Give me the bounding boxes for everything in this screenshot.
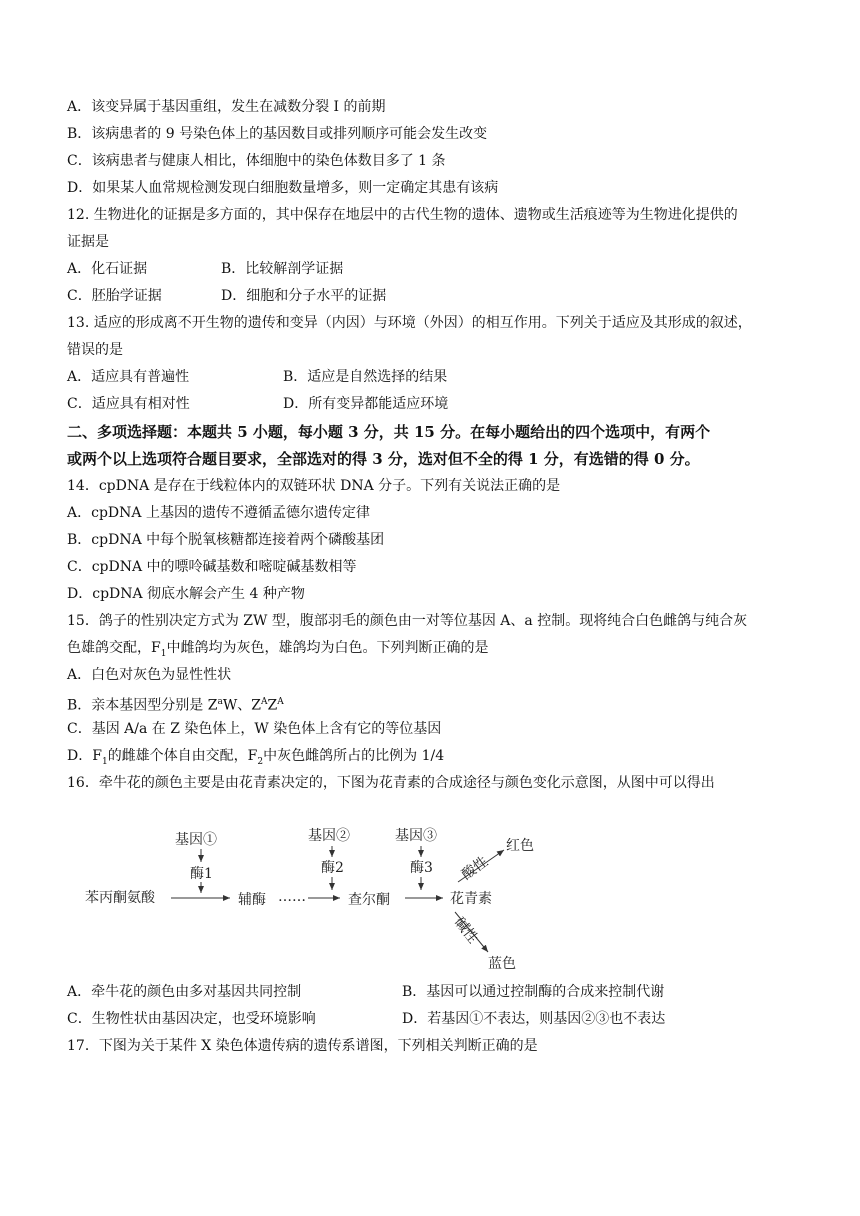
anthocyanin-pathway-diagram (80, 820, 560, 975)
enzyme3-label: 酶3 (410, 860, 433, 876)
q13-option-a: A．适应具有普遍性 (67, 369, 190, 385)
coenzyme-label: 辅酶 (238, 892, 266, 908)
q11-option-a: A．该变异属于基因重组，发生在减数分裂 I 的前期 (67, 99, 386, 115)
blue-label: 蓝色 (488, 956, 516, 972)
q15-option-c: C．基因 A/a 在 Z 染色体上，W 染色体上含有它的等位基因 (67, 721, 442, 737)
q14-option-c: C．cpDNA 中的嘌呤碱基数和嘧啶碱基数相等 (67, 559, 357, 575)
section2-heading: 二、多项选择题：本题共 5 小题，每小题 3 分，共 15 分。在每小题给出的四个选项中，有两个 (67, 423, 711, 441)
q16-stem: 16．牵牛花的颜色主要是由花青素决定的，下图为花青素的合成途径与颜色变化示意图，从图中可以得出 (67, 775, 715, 791)
q14-option-d: D．cpDNA 彻底水解会产生 4 种产物 (67, 586, 305, 602)
q15-option-a: A．白色对灰色为显性性状 (67, 667, 232, 683)
enzyme1-label: 酶1 (190, 866, 213, 882)
q17-stem: 17．下图为关于某件 X 染色体遗传病的遗传系谱图，下列相关判断正确的是 (67, 1038, 538, 1054)
q14-option-b: B．cpDNA 中每个脱氧核糖都连接着两个磷酸基团 (67, 532, 385, 548)
q16-option-a: A．牵牛花的颜色由多对基因共同控制 (67, 984, 302, 1000)
q15-option-d: D．$F_1$的雌雄个体自由交配，$F_2$中灰色雌鸽所占的比例为 1/4 (67, 748, 445, 767)
q12-option-d: D．细胞和分子水平的证据 (221, 288, 387, 304)
chalcone-label: 查尔酮 (348, 892, 390, 908)
substrate-label: 苯丙酮氨酸 (85, 890, 155, 906)
q12-option-c: C．胚胎学证据 (67, 288, 162, 304)
q16-option-c: C．生物性状由基因决定，也受环境影响 (67, 1011, 316, 1027)
q16-option-d: D．若基因①不表达，则基因②③也不表达 (402, 1011, 666, 1027)
q11-option-d: D．如果某人血常规检测发现白细胞数量增多，则一定确定其患有该病 (67, 180, 499, 196)
acidic-label: 酸性 (458, 853, 492, 884)
q13-option-b: B．适应是自然选择的结果 (283, 369, 448, 385)
q12-stem: 12. 生物进化的证据是多方面的，其中保存在地层中的古代生物的遗体、遗物或生活痕迹等为生物进化提供的 (67, 207, 738, 223)
q16-option-b: B．基因可以通过控制酶的合成来控制代谢 (402, 984, 665, 1000)
q13-option-c: C．适应具有相对性 (67, 396, 190, 412)
pathway-dots: …… (278, 889, 306, 905)
q15-option-b: B．亲本基因型分别是 $Z^aW$、$Z^AZ^A$ (67, 697, 284, 714)
basic-label: 碱性 (450, 914, 481, 947)
q14-option-a: A．cpDNA 上基因的遗传不遵循孟德尔遗传定律 (67, 505, 370, 521)
q15-stem: 15．鸽子的性别决定方式为 ZW 型，腹部羽毛的颜色由一对等位基因 A、a 控制。现将纯合白色雌鸽与纯合灰 (67, 613, 748, 629)
q13-stem-cont: 错误的是 (67, 342, 123, 358)
gene3-label: 基因③ (395, 828, 437, 844)
q12-stem-cont: 证据是 (67, 234, 109, 250)
q12-option-a: A．化石证据 (67, 261, 148, 277)
q13-stem: 13. 适应的形成离不开生物的遗传和变异（内因）与环境（外因）的相互作用。下列关于适应及其形成的叙述， (67, 315, 752, 331)
q12-option-b: B．比较解剖学证据 (221, 261, 344, 277)
q11-option-c: C．该病患者与健康人相比，体细胞中的染色体数目多了 1 条 (67, 153, 446, 169)
gene1-label: 基因① (175, 832, 217, 848)
anthocyanin-label: 花青素 (450, 891, 492, 907)
red-label: 红色 (506, 838, 534, 854)
q14-stem: 14．cpDNA 是存在于线粒体内的双链环状 DNA 分子。下列有关说法正确的是 (67, 478, 561, 494)
q13-option-d: D．所有变异都能适应环境 (283, 396, 449, 412)
gene2-label: 基因② (308, 828, 350, 844)
q11-option-b: B．该病患者的 9 号染色体上的基因数目或排列顺序可能会发生改变 (67, 126, 488, 142)
section2-heading-cont: 或两个以上选项符合题目要求，全部选对的得 3 分，选对但不全的得 1 分，有选错的得 0 分。 (67, 450, 700, 468)
q15-stem-cont: 色雄鸽交配，$F_1$中雌鸽均为灰色，雄鸽均为白色。下列判断正确的是 (67, 640, 489, 659)
enzyme2-label: 酶2 (321, 860, 344, 876)
